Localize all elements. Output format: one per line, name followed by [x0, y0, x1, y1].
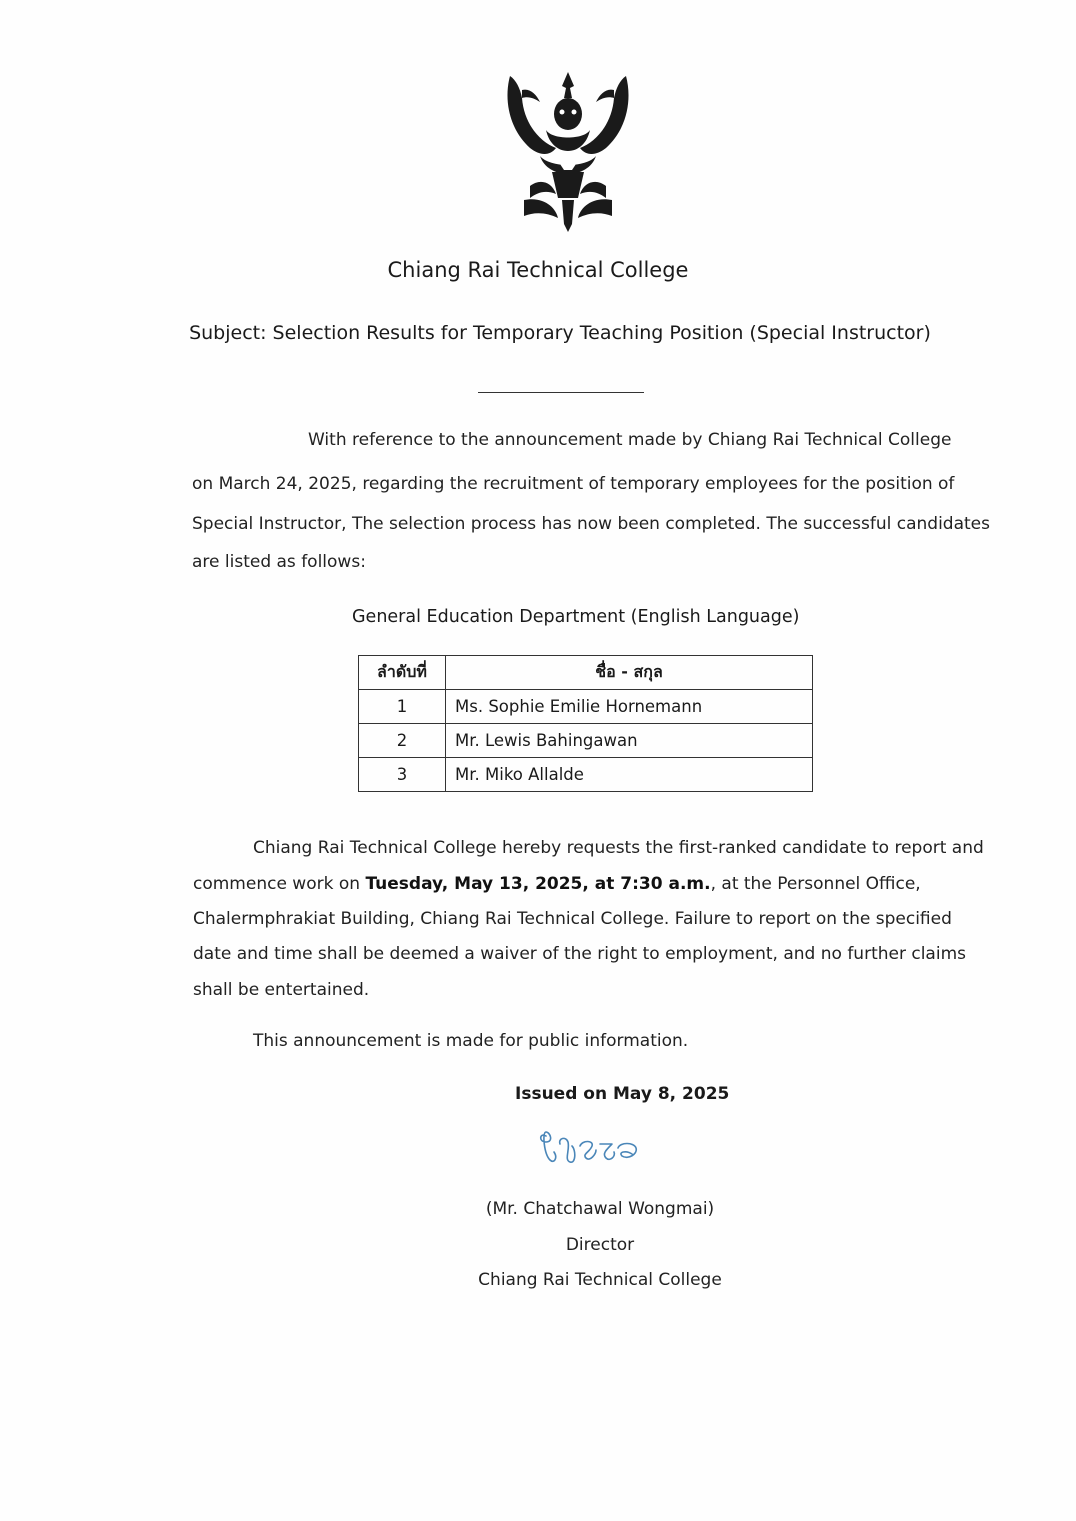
- intro-line-2: [192, 474, 955, 494]
- intro-text-3: Special Instructor, The selection process has now been completed. The successful candidates: [192, 514, 990, 534]
- rank-cell: 3: [359, 758, 446, 792]
- table-row: [359, 758, 813, 792]
- name-cell: Mr. Miko Allalde: [446, 758, 813, 792]
- subject-line: Subject: Selection Results for Temporary Teaching Position (Special Instructor): [189, 322, 931, 344]
- intro-line-1: [308, 430, 952, 450]
- name-cell: Mr. Lewis Bahingawan: [446, 724, 813, 758]
- intro-line-4: [192, 552, 366, 572]
- notice-text-5: shall be entertained.: [193, 980, 370, 1000]
- signatory-organization: Chiang Rai Technical College: [478, 1270, 722, 1290]
- table-row: [359, 724, 813, 758]
- intro-line-3: [192, 514, 990, 534]
- issue-date: Issued on May 8, 2025: [515, 1084, 730, 1104]
- notice-text-3: Chalermphrakiat Building, Chiang Rai Technical College. Failure to report on the specified: [193, 909, 952, 929]
- rank-cell: 1: [359, 690, 446, 724]
- column-header-rank: ลำดับที่: [359, 656, 446, 690]
- table-row: [359, 690, 813, 724]
- signatory-title: Director: [565, 1235, 635, 1255]
- selection-results-table: [358, 655, 813, 792]
- intro-paragraph: [192, 430, 990, 590]
- notice-text-2b: , at the Personnel Office,: [710, 874, 921, 894]
- college-title: Chiang Rai Technical College: [387, 258, 689, 282]
- divider-line: [478, 392, 644, 393]
- notice-line-4: [193, 944, 966, 964]
- notice-line-5: [193, 980, 369, 1000]
- signatory-name: (Mr. Chatchawal Wongmai): [485, 1199, 715, 1219]
- closing-statement: This announcement is made for public information.: [253, 1031, 689, 1051]
- notice-text-2a: commence work on: [193, 874, 366, 894]
- garuda-emblem-icon: [500, 68, 636, 236]
- rank-cell: 2: [359, 724, 446, 758]
- report-date-time: Tuesday, May 13, 2025, at 7:30 a.m.: [365, 874, 711, 894]
- intro-text-4: are listed as follows:: [192, 552, 366, 572]
- intro-text-1: With reference to the announcement made by Chiang Rai Technical College: [308, 430, 952, 450]
- name-cell: Ms. Sophie Emilie Hornemann: [446, 690, 813, 724]
- handwritten-signature: [536, 1124, 646, 1172]
- table-header-row: [359, 656, 813, 690]
- notice-text-1: Chiang Rai Technical College hereby requests the first-ranked candidate to report and: [253, 838, 984, 858]
- department-heading: General Education Department (English Language): [352, 607, 800, 627]
- notice-line-1: [253, 838, 984, 858]
- column-header-name: ชื่อ - สกุล: [446, 656, 813, 690]
- intro-text-2: on March 24, 2025, regarding the recruitment of temporary employees for the position of: [192, 474, 955, 494]
- notice-line-2: [193, 874, 921, 894]
- notice-text-4: date and time shall be deemed a waiver of the right to employment, and no further claims: [193, 944, 966, 964]
- notice-line-3: [193, 909, 952, 929]
